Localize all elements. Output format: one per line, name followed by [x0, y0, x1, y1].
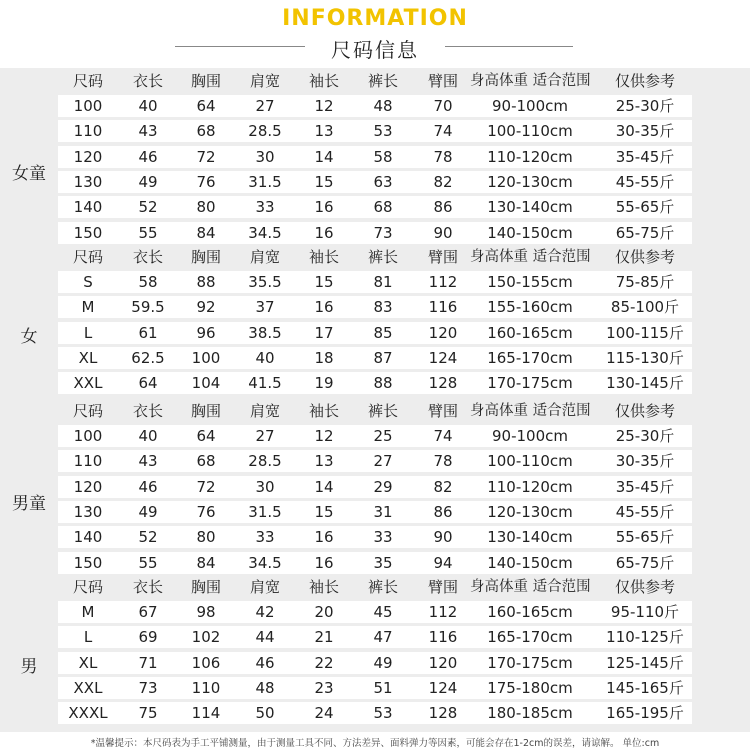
column-header: 尺码: [72, 72, 103, 90]
table-cell: 16: [314, 553, 334, 572]
table-cell: 115-130斤: [606, 348, 684, 367]
table-row: [58, 702, 692, 724]
table-cell: 110: [191, 678, 221, 697]
table-cell: 110-125斤: [606, 628, 684, 647]
table-row: [58, 120, 692, 142]
table-cell: 35-45斤: [615, 477, 675, 496]
table-cell: 30: [255, 477, 275, 496]
table-cell: 75: [138, 704, 158, 723]
table-cell: 14: [314, 477, 334, 496]
table-cell: 74: [433, 122, 453, 141]
table-cell: 64: [196, 97, 216, 115]
column-header: 臂围: [427, 72, 458, 90]
table-cell: 82: [433, 172, 453, 191]
table-row: [58, 601, 692, 623]
table-cell: 75-85斤: [615, 273, 675, 291]
table-cell: 160-165cm: [487, 603, 573, 621]
table-row: [58, 552, 692, 574]
column-header: 仅供参考: [614, 72, 675, 90]
table-cell: 145-165斤: [606, 678, 684, 697]
table-cell: XL: [78, 348, 98, 367]
table-cell: 45-55斤: [615, 502, 675, 521]
column-header: 身高体重 适合范围: [470, 73, 591, 89]
table-cell: 61: [138, 323, 158, 342]
table-row: [58, 501, 692, 523]
column-header: 身高体重 适合范围: [470, 249, 591, 265]
table-cell: 130: [73, 172, 103, 191]
table-cell: XL: [78, 653, 98, 672]
table-cell: M: [81, 603, 95, 621]
table-row: [58, 652, 692, 674]
table-cell: 165-195斤: [606, 704, 684, 723]
table-cell: 55-65斤: [615, 528, 675, 547]
table-cell: 150: [73, 553, 103, 572]
table-cell: 120: [428, 323, 458, 342]
table-cell: 17: [314, 323, 334, 342]
table-cell: 140-150cm: [487, 553, 573, 572]
table-cell: XXL: [73, 374, 103, 393]
table-cell: 78: [433, 147, 453, 166]
table-cell: 68: [373, 198, 393, 217]
table-cell: 120-130cm: [487, 172, 573, 191]
table-cell: 55: [138, 223, 158, 242]
table-row: [58, 296, 692, 318]
column-header: 胸围: [190, 248, 221, 266]
table-cell: 25-30斤: [615, 97, 675, 115]
table-cell: 23: [314, 678, 334, 697]
table-cell: 22: [314, 653, 334, 672]
table-cell: 25: [373, 427, 393, 445]
table-cell: 100: [73, 427, 103, 445]
table-cell: 55-65斤: [615, 198, 675, 217]
size-section: [0, 398, 750, 576]
table-cell: 120: [73, 147, 103, 166]
table-cell: 110: [73, 122, 103, 141]
size-section: [0, 68, 750, 246]
table-cell: 88: [373, 374, 393, 393]
table-cell: 83: [373, 298, 393, 317]
table-cell: 100-110cm: [487, 122, 573, 141]
size-section: [0, 244, 750, 397]
table-cell: 84: [196, 553, 216, 572]
table-cell: 35-45斤: [615, 147, 675, 166]
table-row: [58, 271, 692, 293]
table-cell: 44: [255, 628, 275, 647]
column-header: 仅供参考: [614, 578, 675, 596]
english-title: INFORMATION: [282, 6, 468, 31]
table-cell: 45-55斤: [615, 172, 675, 191]
table-cell: 125-145斤: [606, 653, 684, 672]
table-cell: 43: [138, 122, 158, 141]
table-cell: 102: [191, 628, 221, 647]
table-cell: XXL: [73, 678, 103, 697]
table-cell: 34.5: [248, 553, 282, 572]
size-section: [0, 574, 750, 727]
table-cell: 68: [196, 122, 216, 141]
table-cell: 76: [196, 172, 216, 191]
table-cell: 31.5: [248, 502, 282, 521]
table-cell: 69: [138, 628, 158, 647]
table-cell: 73: [373, 223, 393, 242]
column-header: 臂围: [427, 402, 458, 420]
table-cell: 25-30斤: [615, 427, 675, 445]
table-cell: 53: [373, 704, 393, 723]
table-cell: 165-170cm: [487, 348, 573, 367]
table-cell: 128: [428, 704, 458, 723]
table-cell: 85-100斤: [610, 298, 680, 317]
column-header: 尺码: [72, 578, 103, 596]
table-cell: 86: [433, 198, 453, 217]
table-cell: 55: [138, 553, 158, 572]
size-chart-table: [0, 68, 750, 732]
table-cell: 68: [196, 452, 216, 471]
table-cell: 80: [196, 528, 216, 547]
table-cell: 63: [373, 172, 393, 191]
table-cell: 96: [196, 323, 216, 342]
table-cell: 27: [255, 97, 275, 115]
table-cell: 16: [314, 528, 334, 547]
column-header: 臂围: [427, 248, 458, 266]
table-cell: 18: [314, 348, 334, 367]
table-cell: 95-110斤: [610, 603, 680, 621]
table-row: [58, 476, 692, 498]
table-cell: 48: [255, 678, 275, 697]
table-row: [58, 171, 692, 193]
table-cell: 64: [138, 374, 158, 393]
table-cell: 15: [314, 273, 334, 291]
column-header: 仅供参考: [614, 402, 675, 420]
table-cell: 40: [255, 348, 275, 367]
table-cell: 76: [196, 502, 216, 521]
table-cell: 16: [314, 223, 334, 242]
table-cell: 31: [373, 502, 393, 521]
table-cell: 35.5: [248, 273, 282, 291]
table-row: [58, 372, 692, 394]
table-cell: 15: [314, 172, 334, 191]
table-cell: 100-110cm: [487, 452, 573, 471]
column-header: 裤长: [367, 578, 398, 596]
column-header: 肩宽: [249, 72, 280, 90]
table-cell: 58: [138, 273, 158, 291]
table-cell: 71: [138, 653, 158, 672]
table-cell: 114: [191, 704, 221, 723]
table-cell: 130-140cm: [487, 528, 573, 547]
table-row: [58, 146, 692, 168]
table-cell: M: [81, 298, 95, 317]
table-cell: 50: [255, 704, 275, 723]
table-row: [58, 95, 692, 117]
table-cell: 20: [314, 603, 334, 621]
table-cell: XXXL: [68, 704, 108, 723]
column-header-row: [0, 398, 750, 424]
column-header: 裤长: [367, 72, 398, 90]
table-cell: 90: [433, 223, 453, 242]
column-header: 袖长: [308, 248, 339, 266]
table-cell: 110-120cm: [487, 477, 573, 496]
table-cell: 46: [138, 477, 158, 496]
table-cell: L: [83, 628, 93, 647]
table-cell: 12: [314, 427, 334, 445]
table-row: [58, 626, 692, 648]
footnote: *温馨提示：本尺码表为手工平铺测量，由于测量工具不同、方法差异、面料弹力等因素，可能会存在1-2cm的误差，请谅解。 单位:cm: [90, 738, 660, 749]
table-cell: 120-130cm: [487, 502, 573, 521]
table-cell: 30: [255, 147, 275, 166]
table-cell: 92: [196, 298, 216, 317]
table-cell: 30-35斤: [615, 452, 675, 471]
table-cell: 110: [73, 452, 103, 471]
table-cell: 47: [373, 628, 393, 647]
table-cell: 160-165cm: [487, 323, 573, 342]
column-header: 肩宽: [249, 248, 280, 266]
table-cell: 29: [373, 477, 393, 496]
column-header: 身高体重 适合范围: [470, 579, 591, 595]
column-header: 胸围: [190, 402, 221, 420]
table-cell: 86: [433, 502, 453, 521]
table-cell: 100-115斤: [606, 323, 684, 342]
table-cell: 90: [433, 528, 453, 547]
table-cell: 59.5: [131, 298, 165, 317]
table-cell: 40: [138, 427, 158, 445]
column-header: 尺码: [72, 402, 103, 420]
table-cell: 130: [73, 502, 103, 521]
column-header: 衣长: [132, 402, 163, 420]
column-header: 肩宽: [249, 402, 280, 420]
column-header: 胸围: [190, 72, 221, 90]
table-row: [58, 450, 692, 472]
table-cell: 31.5: [248, 172, 282, 191]
table-cell: 38.5: [248, 323, 282, 342]
table-cell: 51: [373, 678, 393, 697]
table-cell: 170-175cm: [487, 374, 573, 393]
column-header-row: [0, 574, 750, 600]
table-cell: 40: [138, 97, 158, 115]
table-row: [58, 677, 692, 699]
table-cell: 24: [314, 704, 334, 723]
column-header: 肩宽: [249, 578, 280, 596]
table-cell: 87: [373, 348, 393, 367]
table-row: [58, 425, 692, 447]
table-cell: 13: [314, 452, 334, 471]
table-cell: 78: [433, 452, 453, 471]
table-cell: 34.5: [248, 223, 282, 242]
table-cell: 80: [196, 198, 216, 217]
table-cell: 116: [428, 628, 458, 647]
column-header: 胸围: [190, 578, 221, 596]
table-cell: 94: [433, 553, 453, 572]
table-cell: 52: [138, 198, 158, 217]
table-cell: 16: [314, 298, 334, 317]
table-cell: 28.5: [248, 122, 282, 141]
table-cell: 130-140cm: [487, 198, 573, 217]
table-cell: 49: [138, 502, 158, 521]
table-cell: 27: [373, 452, 393, 471]
table-cell: 100: [191, 348, 221, 367]
table-cell: 72: [196, 147, 216, 166]
table-cell: L: [83, 323, 93, 342]
column-header: 身高体重 适合范围: [470, 403, 591, 419]
table-cell: 150: [73, 223, 103, 242]
table-cell: 81: [373, 273, 393, 291]
section-label: 女童: [12, 163, 46, 184]
table-cell: 28.5: [248, 452, 282, 471]
table-cell: 19: [314, 374, 334, 393]
table-cell: 124: [428, 348, 458, 367]
table-cell: 72: [196, 477, 216, 496]
table-cell: 70: [433, 97, 453, 115]
table-cell: 35: [373, 553, 393, 572]
table-cell: 27: [255, 427, 275, 445]
table-cell: 64: [196, 427, 216, 445]
column-header-row: [0, 68, 750, 94]
section-label: 女: [20, 327, 38, 348]
table-cell: 62.5: [131, 348, 165, 367]
table-cell: 52: [138, 528, 158, 547]
table-cell: 140: [73, 198, 103, 217]
table-cell: 150-155cm: [487, 273, 573, 291]
section-label: 男: [20, 657, 38, 678]
table-cell: 48: [373, 97, 393, 115]
table-cell: 82: [433, 477, 453, 496]
table-cell: 58: [373, 147, 393, 166]
column-header: 裤长: [367, 402, 398, 420]
table-row: [58, 196, 692, 218]
column-header: 尺码: [72, 248, 103, 266]
table-cell: 12: [314, 97, 334, 115]
table-cell: 130-145斤: [606, 374, 684, 393]
table-cell: 165-170cm: [487, 628, 573, 647]
chinese-title: 尺码信息: [331, 38, 419, 62]
table-cell: 155-160cm: [487, 298, 573, 317]
page-header: [0, 0, 750, 66]
table-cell: 120: [428, 653, 458, 672]
table-cell: 140: [73, 528, 103, 547]
column-header: 袖长: [308, 578, 339, 596]
table-cell: 112: [428, 603, 458, 621]
column-header: 衣长: [132, 578, 163, 596]
table-cell: 65-75斤: [615, 553, 675, 572]
table-cell: 41.5: [248, 374, 282, 393]
table-cell: 73: [138, 678, 158, 697]
table-cell: 120: [73, 477, 103, 496]
table-cell: 14: [314, 147, 334, 166]
table-row: [58, 526, 692, 548]
table-cell: 49: [373, 653, 393, 672]
column-header: 裤长: [367, 248, 398, 266]
table-row: [58, 222, 692, 244]
table-cell: 106: [191, 653, 221, 672]
table-cell: 46: [138, 147, 158, 166]
table-cell: 104: [191, 374, 221, 393]
column-header-row: [0, 244, 750, 270]
table-cell: 98: [196, 603, 216, 621]
column-header: 袖长: [308, 402, 339, 420]
table-cell: 88: [196, 273, 216, 291]
column-header: 臂围: [427, 578, 458, 596]
table-cell: 15: [314, 502, 334, 521]
table-cell: 116: [428, 298, 458, 317]
column-header: 仅供参考: [614, 248, 675, 266]
table-cell: 30-35斤: [615, 122, 675, 141]
table-cell: 65-75斤: [615, 223, 675, 242]
table-cell: 170-175cm: [487, 653, 573, 672]
table-cell: S: [83, 273, 93, 291]
table-cell: 90-100cm: [492, 97, 568, 115]
table-cell: 37: [255, 298, 275, 317]
column-header: 衣长: [132, 248, 163, 266]
table-cell: 33: [373, 528, 393, 547]
table-cell: 53: [373, 122, 393, 141]
table-cell: 33: [255, 528, 275, 547]
table-cell: 33: [255, 198, 275, 217]
table-row: [58, 322, 692, 344]
table-cell: 13: [314, 122, 334, 141]
section-label: 男童: [12, 493, 46, 514]
table-cell: 124: [428, 678, 458, 697]
table-cell: 100: [73, 97, 103, 115]
table-cell: 43: [138, 452, 158, 471]
table-cell: 90-100cm: [492, 427, 568, 445]
table-cell: 110-120cm: [487, 147, 573, 166]
table-cell: 46: [255, 653, 275, 672]
table-cell: 84: [196, 223, 216, 242]
table-cell: 49: [138, 172, 158, 191]
table-cell: 67: [138, 603, 158, 621]
table-cell: 42: [255, 603, 275, 621]
table-cell: 175-180cm: [487, 678, 573, 697]
table-cell: 45: [373, 603, 393, 621]
table-cell: 85: [373, 323, 393, 342]
table-cell: 21: [314, 628, 334, 647]
table-row: [58, 347, 692, 369]
column-header: 袖长: [308, 72, 339, 90]
table-cell: 128: [428, 374, 458, 393]
table-cell: 16: [314, 198, 334, 217]
column-header: 衣长: [132, 72, 163, 90]
table-cell: 180-185cm: [487, 704, 573, 723]
table-cell: 112: [428, 273, 458, 291]
table-cell: 74: [433, 427, 453, 445]
table-cell: 140-150cm: [487, 223, 573, 242]
